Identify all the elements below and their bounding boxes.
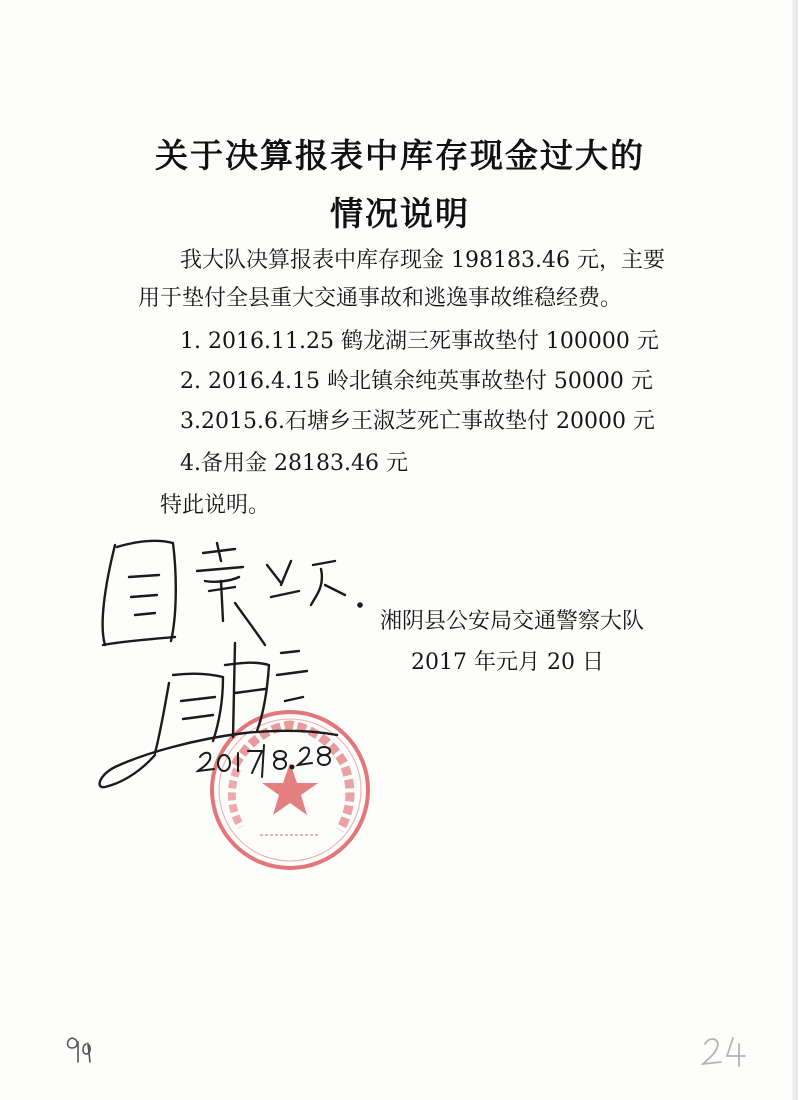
list-item: 2. 2016.4.15 岭北镇余纯英事故垫付 50000 元 <box>180 369 653 394</box>
issuer-name: 湘阴县公安局交通警察大队 <box>380 609 645 634</box>
issue-date: 2017 年元月 20 日 <box>411 650 604 675</box>
closing-text: 特此说明。 <box>160 493 271 518</box>
intro-line-2: 用于垫付全县重大交通事故和逃逸事故维稳经费。 <box>138 286 623 311</box>
intro-line-1: 我大队决算报表中库存现金 198183.46 元，主要 <box>180 248 665 273</box>
page-number-mark <box>695 1030 755 1070</box>
margin-handwritten-mark <box>62 1030 102 1066</box>
handwritten-date-note <box>192 725 342 785</box>
list-item: 3.2015.6.石塘乡王淑芝死亡事故垫付 20000 元 <box>180 409 655 434</box>
document-title-line-2: 情况说明 <box>330 194 470 233</box>
document-title-line-1: 关于决算报表中库存现金过大的 <box>155 136 645 175</box>
list-item: 1. 2016.11.25 鹤龙湖三死事故垫付 100000 元 <box>180 329 659 354</box>
list-item: 4.备用金 28183.46 元 <box>180 451 408 476</box>
